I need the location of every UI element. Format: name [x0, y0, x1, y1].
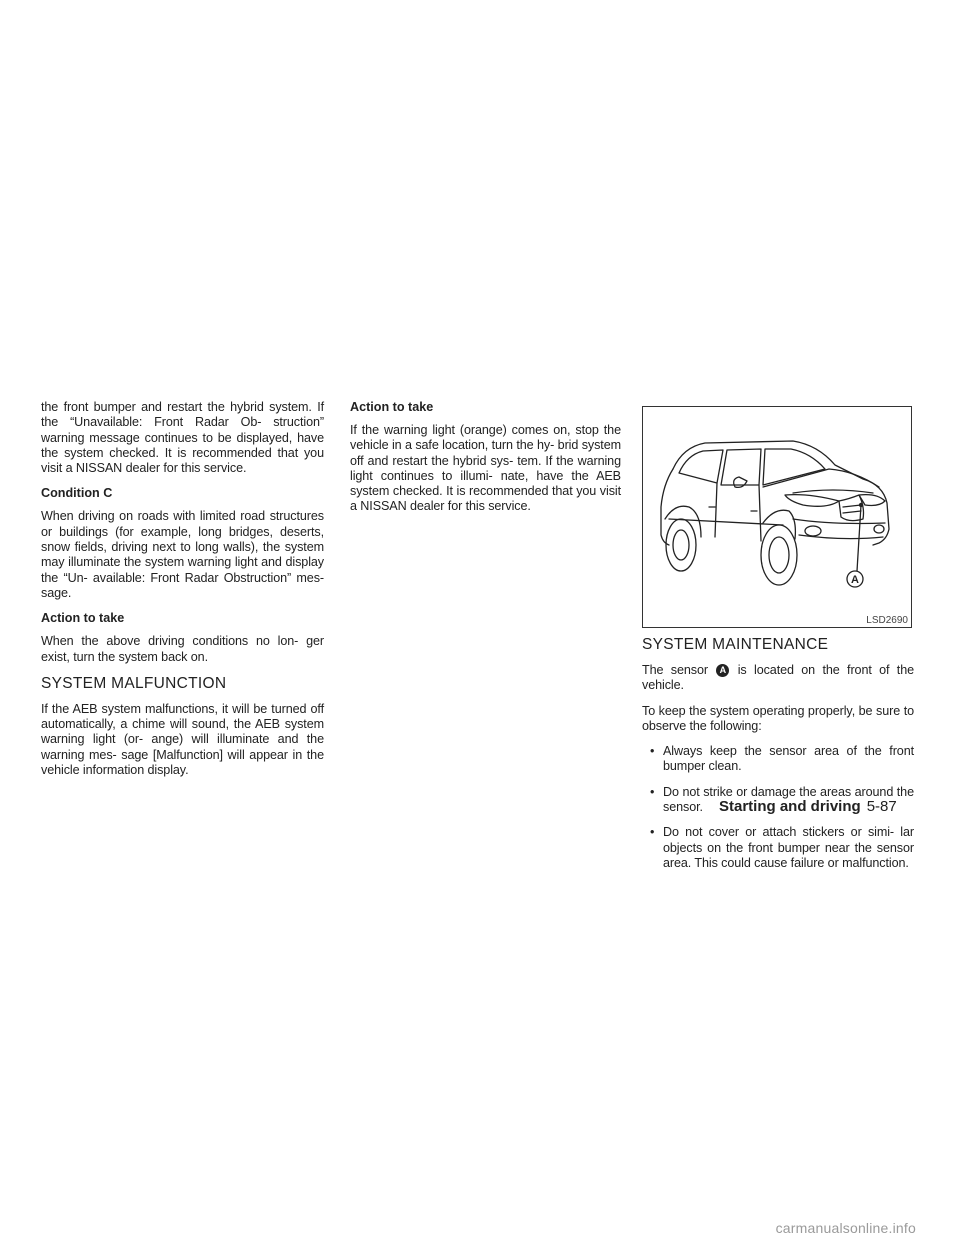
page-footer: [719, 798, 919, 815]
watermark-link[interactable]: carmanualsonline.info: [775, 1220, 916, 1236]
paragraph: To keep the system operating properly, be sure to observe the following:: [642, 703, 914, 733]
list-item: • Do not strike or damage the areas around the sensor.: [650, 785, 914, 816]
column-left: [41, 400, 324, 788]
section-heading-system-maintenance: SYSTEM MAINTENANCE: [642, 636, 829, 653]
paragraph: When the above driving conditions no lon- ger exist, turn the system back on.: [41, 634, 324, 664]
page-number: 5-87: [866, 798, 897, 815]
section-heading-system-malfunction: SYSTEM MALFUNCTION: [41, 674, 227, 692]
subheading-action-to-take: Action to take: [350, 400, 434, 414]
list-item: • Always keep the sensor area of the front bumper clean.: [650, 744, 914, 775]
paragraph: If the AEB system malfunctions, it will be turned off automatically, a chime will sound, the AEB system warning light (or- ange) will illuminate and the warning mes- sage [Malfunction] will appear in the vehicle information display.: [41, 701, 324, 778]
figure-callout-label: A: [851, 574, 859, 586]
footer-section-title: Starting and driving: [719, 798, 861, 815]
figure-code: LSD2690: [866, 615, 908, 626]
list-item: • Do not cover or attach stickers or simi- lar objects on the front bumper near the sensor area. This could cause failure or malfunction.: [650, 825, 914, 871]
paragraph: If the warning light (orange) comes on, stop the vehicle in a safe location, turn the hy- brid system off and restart the hybrid sys- tem. If the warning light continues to illumi- nate, have the AEB system checked. It is recommended that you visit a NISSAN dealer for this service.: [350, 423, 621, 514]
vehicle-sensor-figure: [642, 406, 912, 628]
text-segment: The sensor: [642, 663, 716, 677]
text-segment: is located on the front of the vehicle.: [642, 663, 914, 693]
subheading-condition-c: Condition C: [41, 486, 113, 501]
paragraph: the front bumper and restart the hybrid system. If the “Unavailable: Front Radar Ob- struction” warning message continues to be displayed, have the system checked. It is recommended that you visit a NISSAN dealer for this service.: [41, 400, 324, 476]
paragraph-sensor-location: [642, 663, 914, 694]
column-middle: [350, 400, 621, 525]
callout-a-icon: A: [716, 664, 729, 677]
suv-illustration: [643, 407, 913, 629]
paragraph: When driving on roads with limited road structures or buildings (for example, long bridges, deserts, snow fields, driving next to long walls), the system may illuminate the system warning light and display the “Un- available: Front Radar Obstruction” mes- sage.: [41, 509, 324, 600]
subheading-action-to-take: Action to take: [41, 611, 125, 626]
